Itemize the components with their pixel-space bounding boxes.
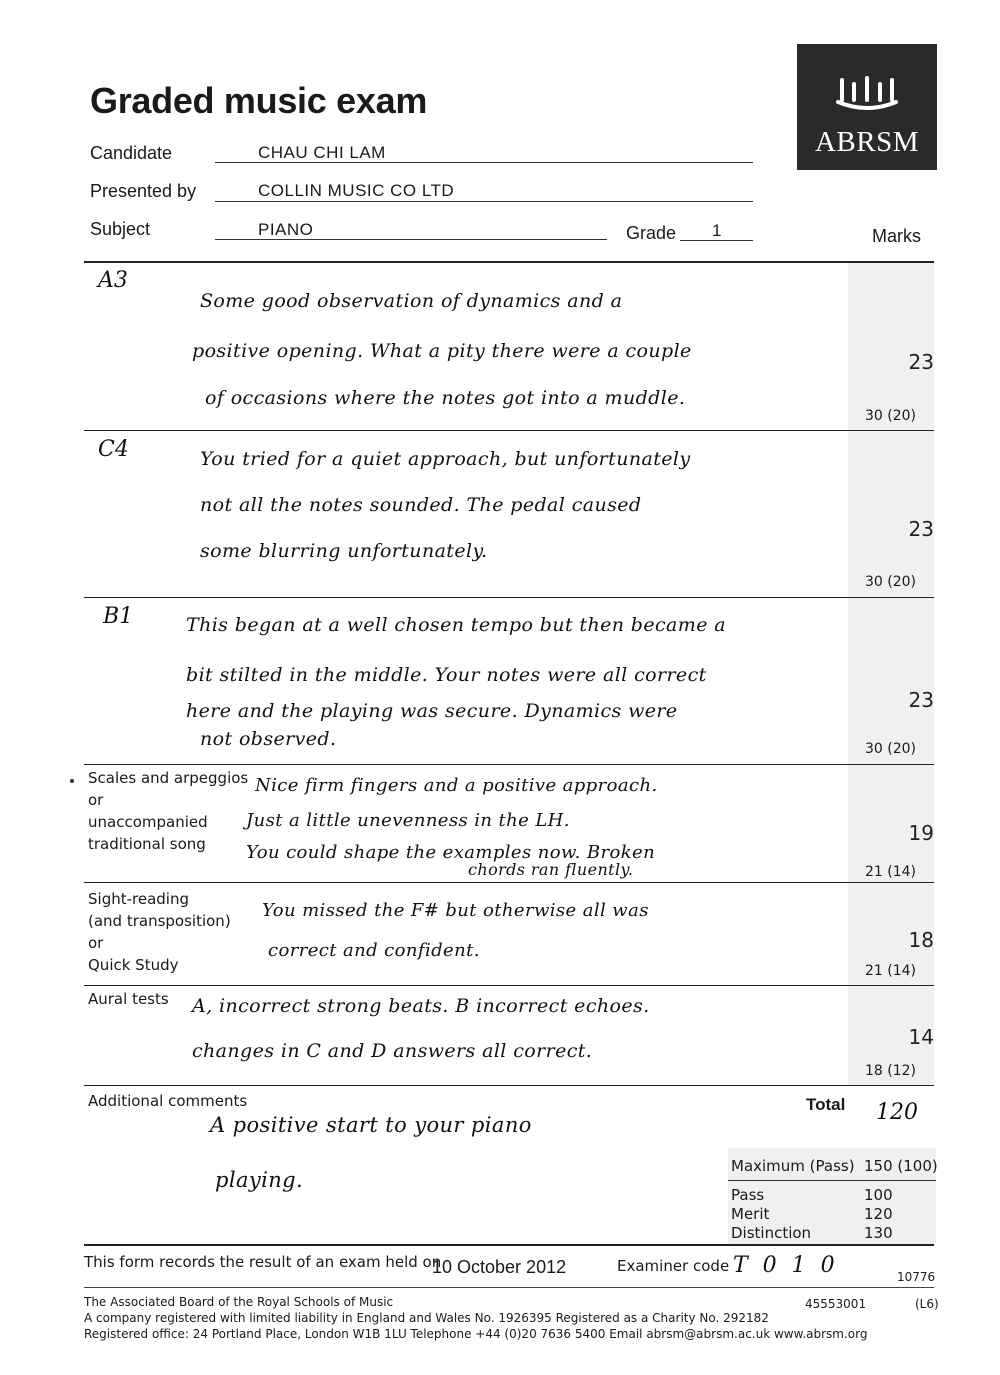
maximum-value: 150 (100) — [864, 1157, 938, 1175]
comment-line: bit stilted in the middle. Your notes were all correct — [186, 664, 707, 686]
comment-line: positive opening. What a pity there were a couple — [192, 340, 692, 362]
mark-value: 23 — [908, 350, 934, 374]
label-line: Scales and arpeggios — [88, 769, 249, 787]
section-label: B1 — [103, 604, 134, 629]
comment-line: playing. — [215, 1168, 304, 1192]
section-label: A3 — [98, 268, 128, 293]
section-label — [88, 767, 248, 855]
examiner-label: Examiner code — [617, 1257, 730, 1275]
comment-line: Nice firm fingers and a positive approach. — [255, 775, 658, 796]
examiner-code: T 0 1 0 — [733, 1253, 839, 1278]
section-label — [88, 888, 231, 976]
comment-line: Some good observation of dynamics and a — [200, 290, 623, 312]
divider — [84, 1085, 934, 1086]
exam-date: 10 October 2012 — [432, 1257, 567, 1277]
footer-line: The Associated Board of the Royal Schools of Music — [84, 1295, 394, 1309]
max-mark: 30 (20) — [864, 741, 916, 757]
divider — [84, 597, 934, 598]
presented-value: COLLIN MUSIC CO LTD — [258, 181, 455, 200]
maximum-label: Maximum (Pass) — [731, 1157, 855, 1175]
comment-line: correct and confident. — [268, 940, 480, 961]
label-line: Sight-reading — [88, 890, 189, 908]
comment-line: chords ran fluently. — [468, 860, 634, 879]
max-mark: 21 (14) — [864, 864, 916, 880]
footer-code: (L6) — [915, 1297, 939, 1311]
comment-line: of occasions where the notes got into a muddle. — [205, 387, 686, 409]
divider — [84, 1244, 934, 1246]
divider — [84, 764, 934, 765]
candidate-value: CHAU CHI LAM — [258, 143, 386, 162]
additional-label: Additional comments — [88, 1092, 248, 1110]
comment-line: some blurring unfortunately. — [200, 540, 488, 562]
section-label: C4 — [98, 437, 129, 462]
label-line: traditional song — [88, 835, 206, 853]
levels-names — [731, 1186, 811, 1243]
exam-statement: This form records the result of an exam held on — [84, 1253, 442, 1271]
footer-ref: 45553001 — [805, 1297, 867, 1311]
total-label: Total — [806, 1095, 846, 1114]
divider — [84, 882, 934, 883]
max-mark: 30 (20) — [864, 408, 916, 424]
divider — [84, 985, 934, 986]
label-line: or — [88, 934, 104, 952]
comment-line: You tried for a quiet approach, but unfortunately — [200, 448, 691, 470]
label-line: unaccompanied — [88, 813, 208, 831]
mark-value: 19 — [908, 821, 934, 845]
section-label — [88, 988, 169, 1010]
divider — [84, 430, 934, 431]
label-line: (and transposition) — [88, 912, 231, 930]
label-line: Aural tests — [88, 990, 169, 1008]
grade-value: 1 — [712, 221, 722, 240]
max-mark: 21 (14) — [864, 963, 916, 979]
comment-line: A positive start to your piano — [210, 1113, 532, 1137]
comment-line: You missed the F# but otherwise all was — [262, 900, 649, 921]
divider — [84, 1287, 934, 1288]
mark-value: 18 — [908, 928, 934, 952]
level-value: 120 — [864, 1205, 893, 1223]
level-name: Merit — [731, 1205, 770, 1223]
comment-line: You could shape the examples now. Broken — [246, 842, 656, 863]
comment-line: changes in C and D answers all correct. — [192, 1040, 593, 1062]
presented-label: Presented by — [90, 181, 197, 201]
form-title: Graded music exam — [90, 80, 428, 121]
abrsm-logo — [797, 44, 937, 170]
comment-line: Just a little unevenness in the LH. — [246, 810, 570, 831]
level-name: Pass — [731, 1186, 765, 1204]
total-value: 120 — [876, 1100, 918, 1125]
levels-values — [864, 1186, 893, 1243]
form-number: 10776 — [897, 1270, 936, 1284]
mark-value: 23 — [908, 688, 934, 712]
footer-line: A company registered with limited liability in England and Wales No. 1926395 Registered as a Charity No. 292182 — [84, 1311, 769, 1325]
label-line: or — [88, 791, 104, 809]
comment-line: This began at a well chosen tempo but then became a — [186, 614, 727, 636]
level-name: Distinction — [731, 1224, 812, 1242]
mark-value: 23 — [908, 517, 934, 541]
bullet-dot — [70, 779, 74, 783]
presented-line — [215, 201, 753, 202]
divider — [728, 1180, 936, 1181]
candidate-label: Candidate — [90, 143, 173, 163]
subject-label: Subject — [90, 219, 151, 239]
comment-line: not observed. — [200, 728, 337, 750]
footer-line: Registered office: 24 Portland Place, London W1B 1LU Telephone +44 (0)20 7636 5400 Email abrsm@abrsm.ac.uk www.abrsm.org — [84, 1327, 868, 1341]
label-line: Quick Study — [88, 956, 179, 974]
max-mark: 18 (12) — [864, 1063, 916, 1079]
mark-value: 14 — [908, 1025, 934, 1049]
grade-label: Grade — [626, 223, 677, 243]
max-mark: 30 (20) — [864, 574, 916, 590]
divider — [84, 261, 934, 263]
comment-line: A, incorrect strong beats. B incorrect echoes. — [192, 995, 650, 1017]
marks-header: Marks — [872, 226, 921, 246]
crown-icon — [797, 74, 937, 119]
level-value: 100 — [864, 1186, 893, 1204]
comment-line: not all the notes sounded. The pedal caused — [200, 494, 642, 516]
level-value: 130 — [864, 1224, 893, 1242]
logo-text: ABRSM — [814, 126, 920, 158]
comment-line: here and the playing was secure. Dynamics were — [186, 700, 678, 722]
subject-value: PIANO — [258, 220, 314, 239]
marks-column — [848, 263, 934, 1085]
